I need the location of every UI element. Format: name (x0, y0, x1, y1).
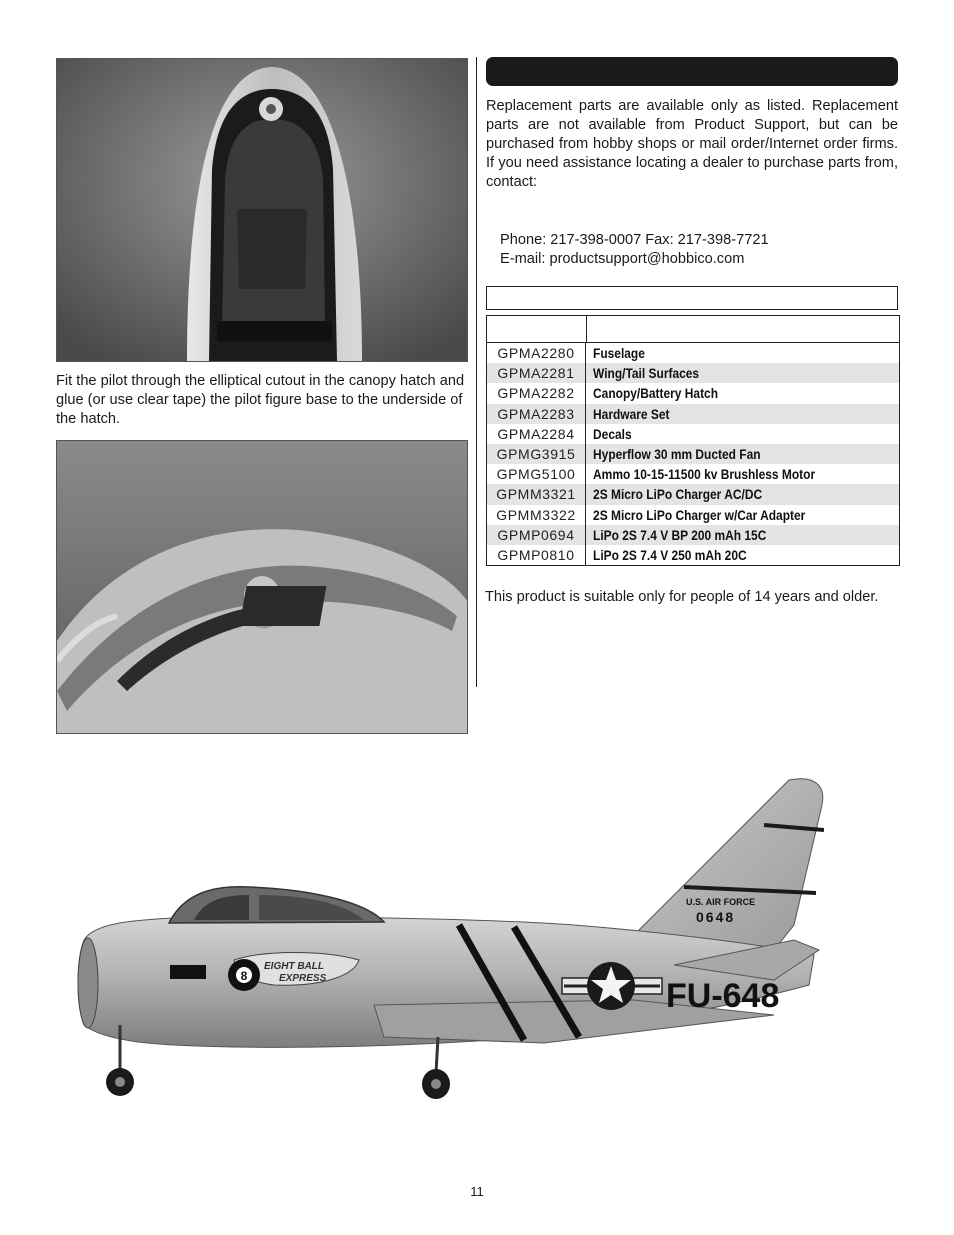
part-description: Ammo 10-15-11500 kv Brushless Motor (593, 467, 816, 483)
nose-art-line2: EXPRESS (279, 973, 327, 984)
table-row (487, 525, 899, 545)
description-header (587, 316, 899, 342)
replacement-parts-intro: Replacement parts are available only as listed. Replacement parts are not available from Product Support, but can be purchased from hobby shops or mail order/Internet order firms. If you need assistance locating a dealer to purchase parts from, contact: (486, 98, 898, 190)
tail-air-force-text: U.S. AIR FORCE (686, 897, 756, 907)
part-description: Hardware Set (593, 406, 670, 422)
part-description: Canopy/Battery Hatch (593, 386, 719, 402)
part-number-cell: GPMG3915 (487, 444, 586, 464)
table-row (487, 545, 899, 565)
part-number-header (487, 316, 587, 342)
table-row (487, 505, 899, 525)
part-description: Wing/Tail Surfaces (593, 366, 700, 382)
part-number-cell: GPMM3321 (487, 484, 586, 504)
nose-art-ball: 8 (240, 969, 248, 983)
description-cell (586, 404, 899, 424)
nose-art-line1: EIGHT BALL (264, 961, 324, 972)
part-description: Hyperflow 30 mm Ducted Fan (593, 446, 761, 462)
part-number-cell: GPMA2282 (487, 383, 586, 403)
part-number-cell: GPMP0810 (487, 545, 586, 565)
column-divider (476, 57, 477, 687)
description-cell (586, 525, 899, 545)
parts-table (486, 315, 900, 566)
description-cell (586, 363, 899, 383)
table-row (487, 343, 899, 363)
description-cell (586, 484, 899, 504)
part-description: LiPo 2S 7.4 V BP 200 mAh 15C (593, 527, 767, 543)
part-description: 2S Micro LiPo Charger w/Car Adapter (593, 507, 806, 523)
table-row (487, 404, 899, 424)
part-number-cell: GPMG5100 (487, 464, 586, 484)
parts-table-title-box (486, 286, 898, 310)
table-row (487, 464, 899, 484)
canopy-hatch-photo (56, 58, 468, 362)
description-cell (586, 505, 899, 525)
description-cell (586, 545, 899, 565)
description-cell (586, 383, 899, 403)
description-cell (586, 343, 899, 363)
parts-table-body (487, 343, 899, 565)
phone-line: Phone: 217-398-0007 Fax: 217-398-7721 (500, 232, 769, 248)
description-cell (586, 444, 899, 464)
parts-table-header (487, 316, 899, 343)
table-row (487, 444, 899, 464)
part-number-cell: GPMP0694 (487, 525, 586, 545)
part-number-cell: GPMA2280 (487, 343, 586, 363)
age-notice: This product is suitable only for people of 14 years and older. (485, 589, 879, 605)
fuselage-code: FU-648 (666, 977, 780, 1015)
table-row (487, 424, 899, 444)
part-description: 2S Micro LiPo Charger AC/DC (593, 487, 763, 503)
part-description: Fuselage (593, 346, 645, 361)
part-number-cell: GPMA2281 (487, 363, 586, 383)
part-description: Decals (593, 426, 632, 442)
part-number-cell: GPMM3322 (487, 505, 586, 525)
table-row (487, 363, 899, 383)
part-number-cell: GPMA2283 (487, 404, 586, 424)
part-description: LiPo 2S 7.4 V 250 mAh 20C (593, 547, 747, 563)
table-row (487, 383, 899, 403)
pilot-cockpit-photo (56, 440, 468, 734)
table-row (487, 484, 899, 504)
email-line: E-mail: productsupport@hobbico.com (500, 251, 745, 267)
pilot-install-caption: Fit the pilot through the elliptical cutout in the canopy hatch and glue (or use clear tape) the pilot figure base to the underside of the hatch. (56, 373, 465, 427)
page-number: 11 (470, 1184, 484, 1199)
description-cell (586, 424, 899, 444)
f86-sabre-photo (74, 775, 834, 1110)
description-cell (586, 464, 899, 484)
tail-number: 0648 (696, 909, 736, 925)
part-number-cell: GPMA2284 (487, 424, 586, 444)
contact-info (500, 231, 769, 269)
replacement-parts-header-bar (486, 57, 898, 86)
